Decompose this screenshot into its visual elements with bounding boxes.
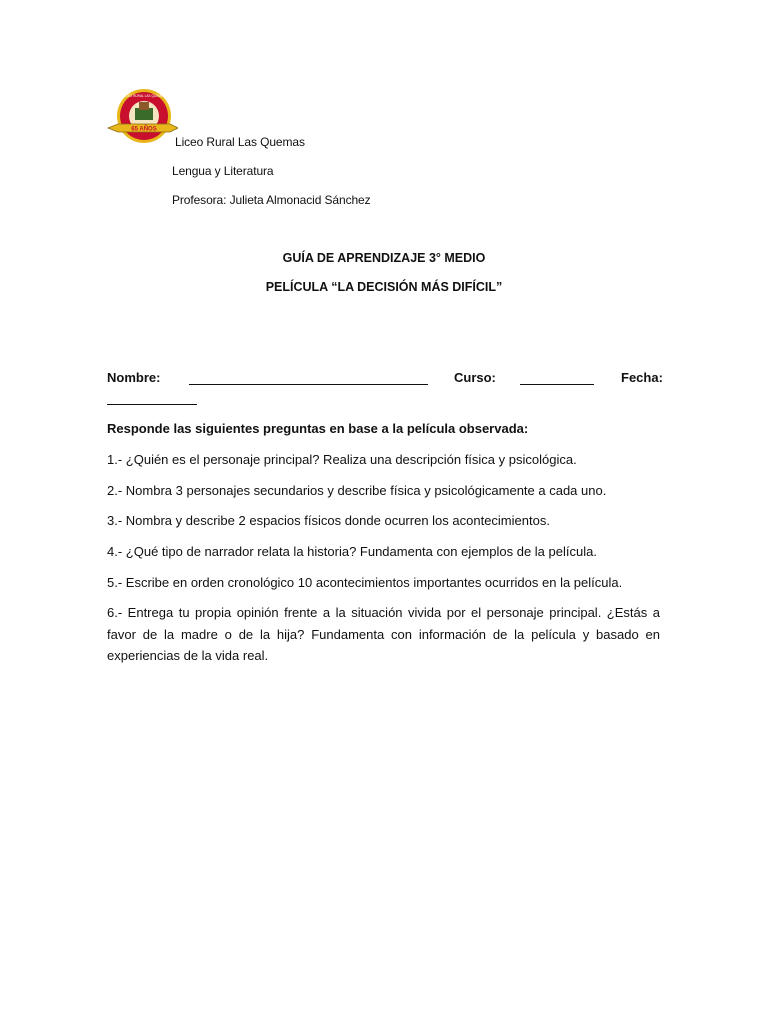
course-label: Curso:	[454, 370, 496, 385]
school-logo-icon	[106, 88, 178, 150]
question-4: 4.- ¿Qué tipo de narrador relata la historia? Fundamenta con ejemplos de la película.	[107, 544, 597, 559]
date-label: Fecha:	[621, 370, 663, 385]
question-2: 2.- Nombra 3 personajes secundarios y describe física y psicológicamente a cada uno.	[107, 483, 607, 498]
question-3: 3.- Nombra y describe 2 espacios físicos donde ocurren los acontecimientos.	[107, 513, 550, 528]
question-6: 6.- Entrega tu propia opinión frente a la situación vivida por el personaje principal. ¿Estás a favor de la madre o de la hija? Fundamenta con información de la película y basado en experiencias de la vida real.	[107, 605, 660, 663]
instructions: Responde las siguientes preguntas en base a la película observada:	[107, 421, 529, 436]
guide-title: GUÍA DE APRENDIZAJE 3° MEDIO	[282, 251, 486, 265]
teacher-name: Profesora: Julieta Almonacid Sánchez	[172, 193, 371, 207]
question-5: 5.- Escribe en orden cronológico 10 acontecimientos importantes ocurridos en la película.	[107, 575, 623, 590]
course-field-line[interactable]	[520, 384, 594, 385]
school-name: Liceo Rural Las Quemas	[175, 135, 305, 149]
logo-banner-text: 65 AÑOS	[131, 126, 157, 133]
date-field-line[interactable]	[107, 404, 197, 405]
name-field-line[interactable]	[189, 384, 428, 385]
name-label: Nombre:	[107, 370, 161, 385]
logo-top-text: LICEO RURAL LAS QUEMAS	[122, 94, 166, 98]
subject-name: Lengua y Literatura	[172, 164, 274, 178]
movie-title: PELÍCULA “LA DECISIÓN MÁS DIFÍCIL”	[265, 280, 503, 294]
question-1: 1.- ¿Quién es el personaje principal? Realiza una descripción física y psicológica.	[107, 452, 577, 467]
